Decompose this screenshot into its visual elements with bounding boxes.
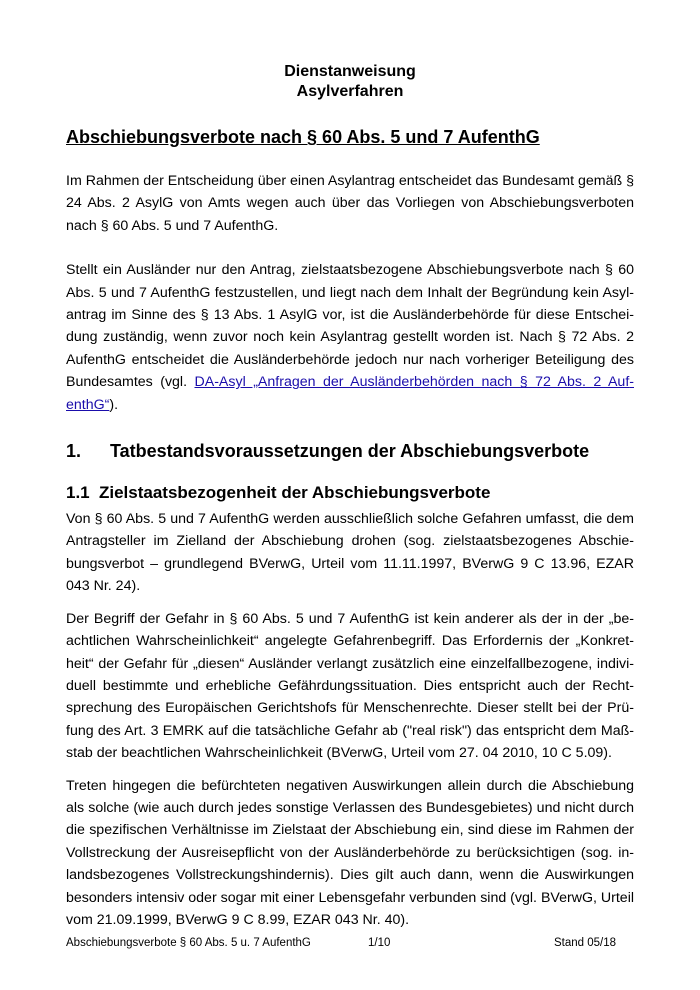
footer-page-number: 1/10 xyxy=(368,937,391,949)
paragraph2-text: Stellt ein Ausländer nur den Antrag, zielstaatsbezogene Abschiebungsverbote nach § 60 Abs. 5 und 7 AufenthG festzustellen, und liegt nach dem Inhalt der Begründung kein Asylantrag im Sinne des § 13 Abs. 1 AsylG vor, ist die Ausländerbehörde für diese Entscheidung zuständig, wenn zuvor noch kein Asylantrag gestellt worden ist. Nach § 72 Abs. 2 AufenthG entscheidet die Ausländerbehörde jedoch nur nach vorheriger Beteiligung des Bundesamtes (vgl. xyxy=(66,262,634,391)
document-title-line2: Asylverfahren xyxy=(296,83,404,100)
footer-version: Stand 05/18 xyxy=(553,937,616,949)
section-1-heading xyxy=(66,440,634,462)
page-content xyxy=(66,62,634,931)
document-title-line1: Dienstanweisung xyxy=(284,63,416,80)
main-heading: Abschiebungsverbote nach § 60 Abs. 5 und 7 AufenthG xyxy=(66,127,540,147)
section-1-1-heading xyxy=(66,482,634,504)
section-1-number: 1. xyxy=(66,441,82,462)
paragraph-zielstaatsbezogen: Von § 60 Abs. 5 und 7 AufenthG werden ausschließlich solche Gefahren umfasst, die dem Antragsteller im Zielland der Abschiebung drohen (sog. zielstaatsbezogenes Abschiebungsverbot – grundlegend BVerwG, Urteil vom 11.11.1997, BVerwG 9 C 13.96, EZAR 043 Nr. 24). xyxy=(66,511,634,595)
section-1-1-title: Zielstaatsbezogenheit der Abschiebungsverbote xyxy=(99,483,491,503)
paragraph-inlandsbezogen: Treten hingegen die befürchteten negativen Auswirkungen allein durch die Abschiebung als solche (wie auch durch jedes sonstige Verlassen des Bundesgebietes) und nicht durch die spezifischen Verhältnisse im Zielstaat der Abschiebung ein, sind diese im Rahmen der Vollstreckung der Ausreisepflicht von der Ausländerbehörde zu berücksichtigen (sog. inlandsbezogenes Vollstreckungshindernis). Dies gilt auch dann, wenn die Auswirkungen besonders intensiv oder sogar mit einer Lebensgefahr verbunden sind (vgl. BVerwG, Urteil vom 21.09.1999, BVerwG 9 C 8.99, EZAR 043 Nr. 40). xyxy=(66,777,634,928)
paragraph-gefahrenbegriff: Der Begriff der Gefahr in § 60 Abs. 5 und 7 AufenthG ist kein anderer als der in der „beachtlichen Wahrscheinlichkeit“ angelegte Gefahrenbegriff. Das Erfordernis der „Konkretheit“ der Gefahr für „diesen“ Ausländer verlangt zusätzlich eine einzelfallbezogene, individuell bestimmte und erhebliche Gefährdungssituation. Dies entspricht auch der Rechtsprechung des Europäischen Gerichtshofs für Menschenrechte. Dieser stellt bei der Prüfung des Art. 3 EMRK auf die tatsächliche Gefahr ab ("real risk") das entspricht dem Maßstab der beachtlichen Wahrscheinlichkeit (BVerwG, Urteil vom 27. 04 2010, 10 C 5.09). xyxy=(66,610,634,762)
paragraph-intro: Im Rahmen der Entscheidung über einen Asylantrag entscheidet das Bundesamt gemäß § 24 Abs. 2 AsylG von Amts wegen auch über das Vorliegen von Abschiebungsverboten nach § 60 Abs. 5 und 7 AufenthG. xyxy=(66,173,634,234)
section-1-title: Tatbestandsvoraussetzungen der Abschiebungsverbote xyxy=(110,441,590,462)
section-1-1-number: 1.1 xyxy=(66,483,90,503)
da-asyl-link[interactable]: DA-Asyl „Anfragen der Ausländerbehörden nach § 72 Abs. 2 AufenthG“ xyxy=(66,374,634,413)
paragraph2-end: ). xyxy=(109,396,119,413)
page-footer xyxy=(66,934,616,952)
paragraph-auslaenderbehoerde xyxy=(66,259,634,416)
footer-document-label: Abschiebungsverbote § 60 Abs. 5 u. 7 AufenthG xyxy=(66,937,311,949)
